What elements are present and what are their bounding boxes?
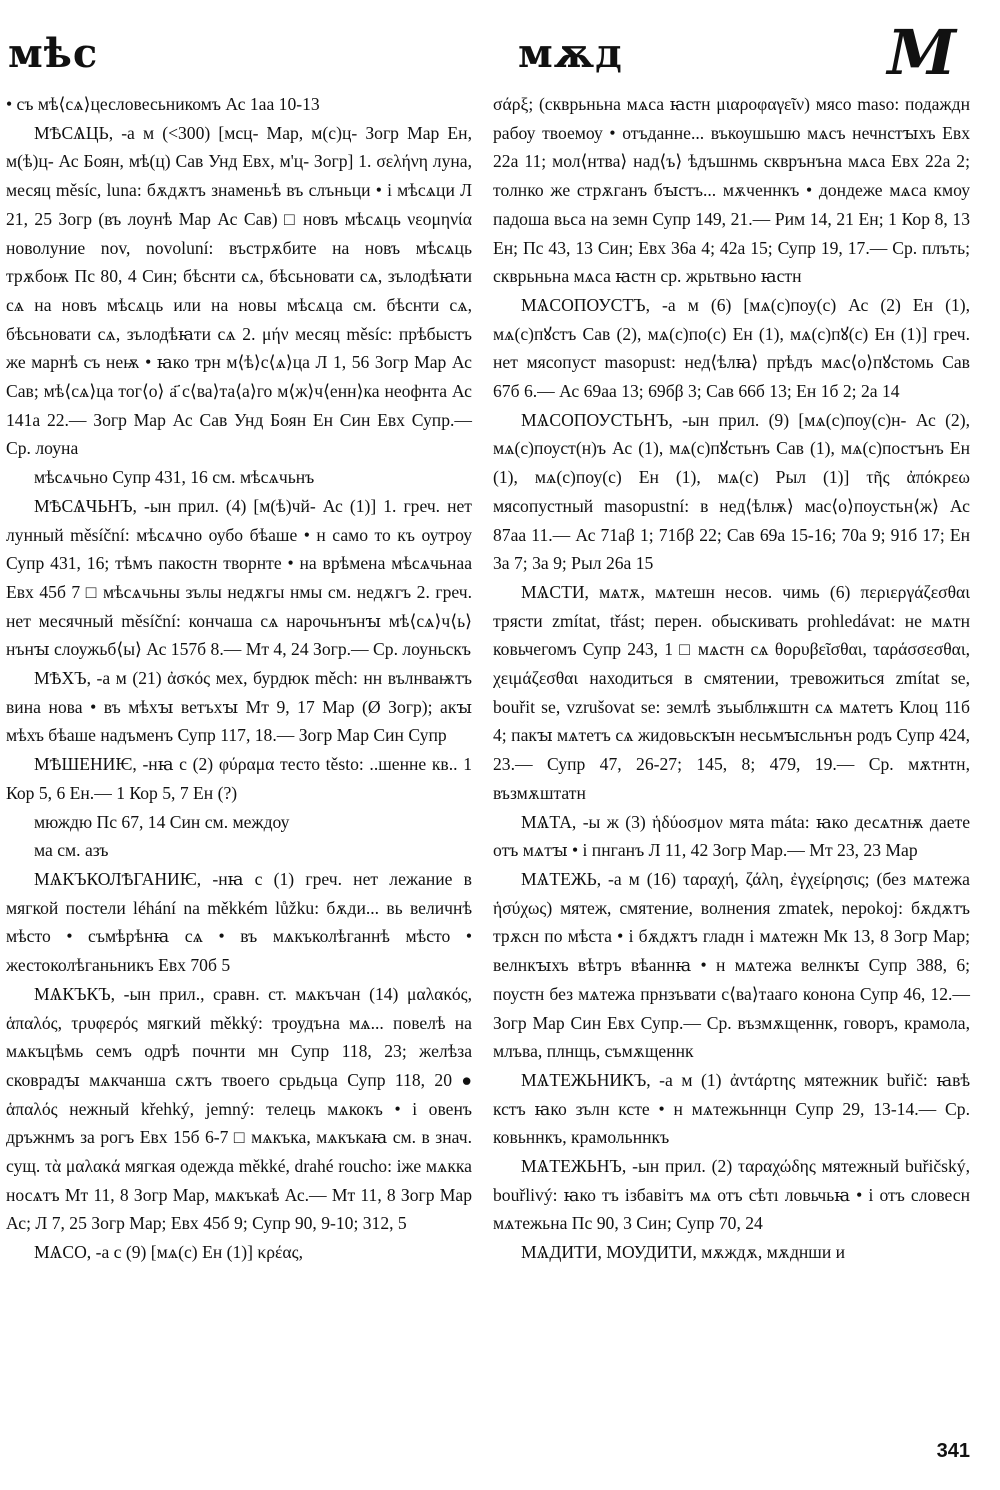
right-column — [493, 90, 970, 1267]
entry-mata: МѦТА, -ы ж (3) ἡδύοσμον мята máta: ꙗко десѧтнѭ даете отъ мѧтꙑ • і пнганъ Л 11, 42 Зогр Мар.— Мт 23, 23 Мар — [493, 811, 970, 861]
entry-matezhnik: МѦТЕЖЬНИКЪ, -а м (1) ἀντάρτης мятежник buřič: ꙗвѣ кстъ ꙗко зълн ксте • н мѧтежьннцн Супр 29, 13-14.— Ср. ковьннкъ, крамольннкъ — [493, 1069, 970, 1148]
crossref-mesechno: мѣсѧчьно Супр 431, 16 см. мѣсѧчьнъ — [34, 467, 315, 488]
entry-mesechn: МѢСѦЧЬНЪ, -ын прил. (4) [м(ѣ)чй- Ас (1)] 1. греч. нет лунный měsíční: мѣсѧчно оубо бѣаше • н само то къ оутроу Супр 431, 16; тѣмъ пакостн творнте • на врѣмена мѣсѧчьнаа Евх 45б 7 □ мѣсѧчьны зълы недѫгы нмы см. недѫгъ 2. греч. нет месячный měsíční: кончаша сѧ нарочьнънꙑ мѣ⟨сѧ⟩ч⟨ь⟩нънꙑ слоужьб⟨ы⟩ Ас 157б 8.— Мт 4, 24 Зогр.— Ср. лоуньскъ — [6, 495, 472, 660]
left-column — [6, 90, 472, 1267]
page-header — [0, 14, 1000, 89]
entry-makukoleganie: МѦКЪКОЛѢГАНИѤ, -нꙗ с (1) греч. нет лежание в мягкой постели léhání na měkkém lůžku: бѫди... вь величнѣ мѣсто • съмѣрѣнꙗ сѧ • въ мѧкъколѣганнѣ мѣсто • жестоколѣганьникъ Евх 70б 5 — [6, 868, 472, 976]
running-head-left: мѣс — [8, 30, 99, 77]
entry-matezhn: МѦТЕЖЬНЪ, -ын прил. (2) ταραχώδης мятежный buřičský, bouřlivý: ꙗко тъ ізбавітъ мѧ отъ сѣтı ловьчьꙗ • і отъ словесн мѧтежьна Пс 90, 3 Син; Супр 70, 24 — [493, 1156, 970, 1234]
entry-makuk: МѦКЪКЪ, -ын прил., сравн. ст. мѧкъчан (14) μαλακός, ἁπαλός, τρυφερός мягкий měkký: троудъна мѧ... повелѣ на мѧкъцѣмь семъ одрѣ почнти мн Супр 118, 23; желѣза сковрадꙑ мѧкчанша сѫтъ твоего срьдьца Супр 118, 20 ● ἁπαλός нежный křehký, jemný: телець мѧкокъ • і овенъ дръжнмъ за рогъ Евх 15б 6-7 □ мѧкъка, мѧкъкаꙗ см. в знач. сущ. τὰ μαλακά мягкая одежда měkké, drahé roucho: іже мѧкка носѧтъ Мт 11, 8 Зогр Мар, мѧкъкаѣ Ас.— Мт 11, 8 Зогр Мар Ас; Л 7, 25 Зогр Мар; Евх 45б 9; Супр 90, 9-10; 312, 5 — [6, 983, 472, 1234]
entry-maso-cont: σάρξ; (скврьньна мѧса ꙗстн μιαροφαγεῖν) мясо maso: подаждн рабоу твоемоу • отъданне... въкоушьшю мѧсъ нечнстꙑхъ Евх 22а 11; мол⟨нтва⟩ над⟨ъ⟩ ѣдъшнмь скврънъна мѧса Евх 22а 2; толнко же стрѫганъ бꙑстъ... мѫченнкъ • дондеже мѧса кмоу падоша вьса на земн Супр 149, 21.— Рим 14, 21 Ен; 1 Кор 8, 13 Ен; Пс 43, 13 Син; Евх 36а 4; 42а 15; Супр 19, 17.— Ср. плъть; скврьньна мѧса ꙗстн ср. жрьтвьно ꙗстн — [493, 94, 970, 287]
entry-matezh: МѦТЕЖЬ, -а м (16) ταραχή, ζάλη, ἐγχείρησις; (без мѧтежа ἡσύχως) мятеж, смятение, волнения zmatek, nepokoj: бѫдѫтъ трѫсн по мѣста • і бѫдѫтъ гладн і мѧтежн Мк 13, 8 Зогр Мар; велнкꙑхъ вѣтръ вѣаннꙗ • н мѧтежа велнкꙑ Супр 388, 6; поустн без мѧтежа прнзъвати с⟨ва⟩тааго конона Супр 46, 12.— Зогр Мар Син Евх Супр.— Ср. възмѫщеннк, говоръ, крамола, млъва, плнщь, съмѫщеннк — [493, 868, 970, 1062]
entry-masti: МѦСТИ, мѧтѫ, мѧтешн несов. чимь (6) περιεργάζεσθαι трясти zmítat, třást; перен. обыскивать prohledávat: не мѧтн ковьчегомъ Супр 243, 1 □ мѧстн сѧ θορυβεῖσθαι, ταράσσεσθαι, χειμάζεσθαι находиться в смятении, тревожиться zmítat se, bouřit se, vzrušovat se: землѣ зъыблѭштн сѧ мѧтетъ Клоц 11б 4; пакꙑ мѧтетъ сѧ жидовьскꙑн несьмꙑсльнън родъ Супр 424, 23.— Супр 47, 26-27; 145, 8; 479, 19.— Ср. мѫтнтн, възмѫштатн — [493, 581, 970, 803]
entry-masopust: МѦСОПОУСТЪ, -а м (6) [мѧ(с)поу(с) Ас (2) Ен (1), мѧ(с)пꙋстъ Сав (2), мѧ(с)по(с) Ен (1), мѧ(с)пꙋ(с) Ен (1)] греч. нет мясопуст masopust: нед⟨ѣлꙗ⟩ прѣдъ мѧс⟨о⟩пꙋстомь Сав 67б 6.— Ас 69аа 13; 69бβ 3; Сав 66б 13; Ен 1б 2; 2а 14 — [493, 294, 970, 402]
crossref-mjuzhdju: мюждю Пс 67, 14 Син см. междоу — [34, 811, 290, 832]
running-head-center: мѫд — [518, 30, 623, 77]
entry-meshenie: МѢШЕНИѤ, -нꙗ с (2) φύραμα тесто těsto: ..шенне кв.. 1 Кор 5, 6 Ен.— 1 Кор 5, 7 Ен (?) — [6, 754, 472, 803]
entry-meh: МѢХЪ, -а м (21) ἀσκός мех, бурдюк měch: нн вълнваѭтъ вина нова • въ мѣхꙑ ветъхꙑ Мт 9, 17 Мар (Ø Зогр); акꙑ мѣхъ бѣаше надъменъ Супр 117, 18.— Зогр Мар Син Супр — [6, 668, 472, 746]
entry-mesec: МѢСѦЦЬ, -а м (<300) [мсц- Мар, м(с)ц- Зогр Мар Ен, м(ѣ)ц- Ас Боян, мѣ(ц) Сав Унд Евх, м'ц- Зогр] 1. σελήνη луна, месяц měsíc, luna: бѫдѫтъ знаменьѣ въ слъньци • і мѣсѧци Л 21, 25 Зогр (въ лоунѣ Мар Ас Сав) □ новъ мѣсѧць νεομηνία новолуние nov, novoluní: въстрѫбите на новъ мѣсѧць трѫбоѭ Пс 80, 4 Син; бѣснти сѧ, бѣсьновати сѧ, зълодѣꙗти сѧ на новъ мѣсѧць или на новы мѣсѧца см. бѣснти сѧ, бѣсьновати сѧ, зълодѣꙗти сѧ 2. μήν месяц měsíc: прѣбыстъ же марнѣ съ неѭ • ꙗко трн м⟨ѣ⟩с⟨ѧ⟩ца Л 1, 56 Зогр Мар Ас Сав; мѣ⟨сѧ⟩ца тог⟨о⟩ а҃ с⟨ва⟩та⟨а⟩го м⟨ж⟩ч⟨енн⟩ка неофнта Ас 141а 22.— Зогр Мар Ас Сав Унд Боян Ен Син Евх Супр.— Ср. лоуна — [6, 122, 472, 459]
entry-masopustn: МѦСОПОУСТЬНЪ, -ын прил. (9) [мѧ(с)поу(с)н- Ас (2), мѧ(с)поуст(н)ъ Ас (1), мѧ(с)пꙋстьнъ Сав (1), мѧ(с)постънъ Ен (1), мѧ(с)поу(с) Ен (1), мѧ(с) Рыл (1)] τῆς ἀπόκρεω мясопустный masopustní: в нед⟨ѣлѭ⟩ мас⟨о⟩поустьн⟨ж⟩ Ас 87аа 11.— Ас 71аβ 1; 71бβ 22; Сав 69а 15-16; 70а 9; 91б 17; Ен 3а 7; 3а 9; Рыл 26а 15 — [493, 409, 970, 574]
section-letter: М — [887, 16, 956, 89]
page-number: 341 — [936, 1440, 970, 1462]
entry-maditi: МѦДИТИ, МОУДИТИ, мѫждѫ, мѫднши и — [521, 1242, 846, 1263]
entry-maso-start: МѦСО, -а с (9) [мѧ(с) Ен (1)] κρέας, — [34, 1242, 304, 1263]
entry-continuation: • съ мѣ⟨сѧ⟩цесловесьникомъ Ас 1аа 10-13 — [6, 94, 320, 114]
crossref-ma: ма см. азъ — [34, 840, 109, 861]
